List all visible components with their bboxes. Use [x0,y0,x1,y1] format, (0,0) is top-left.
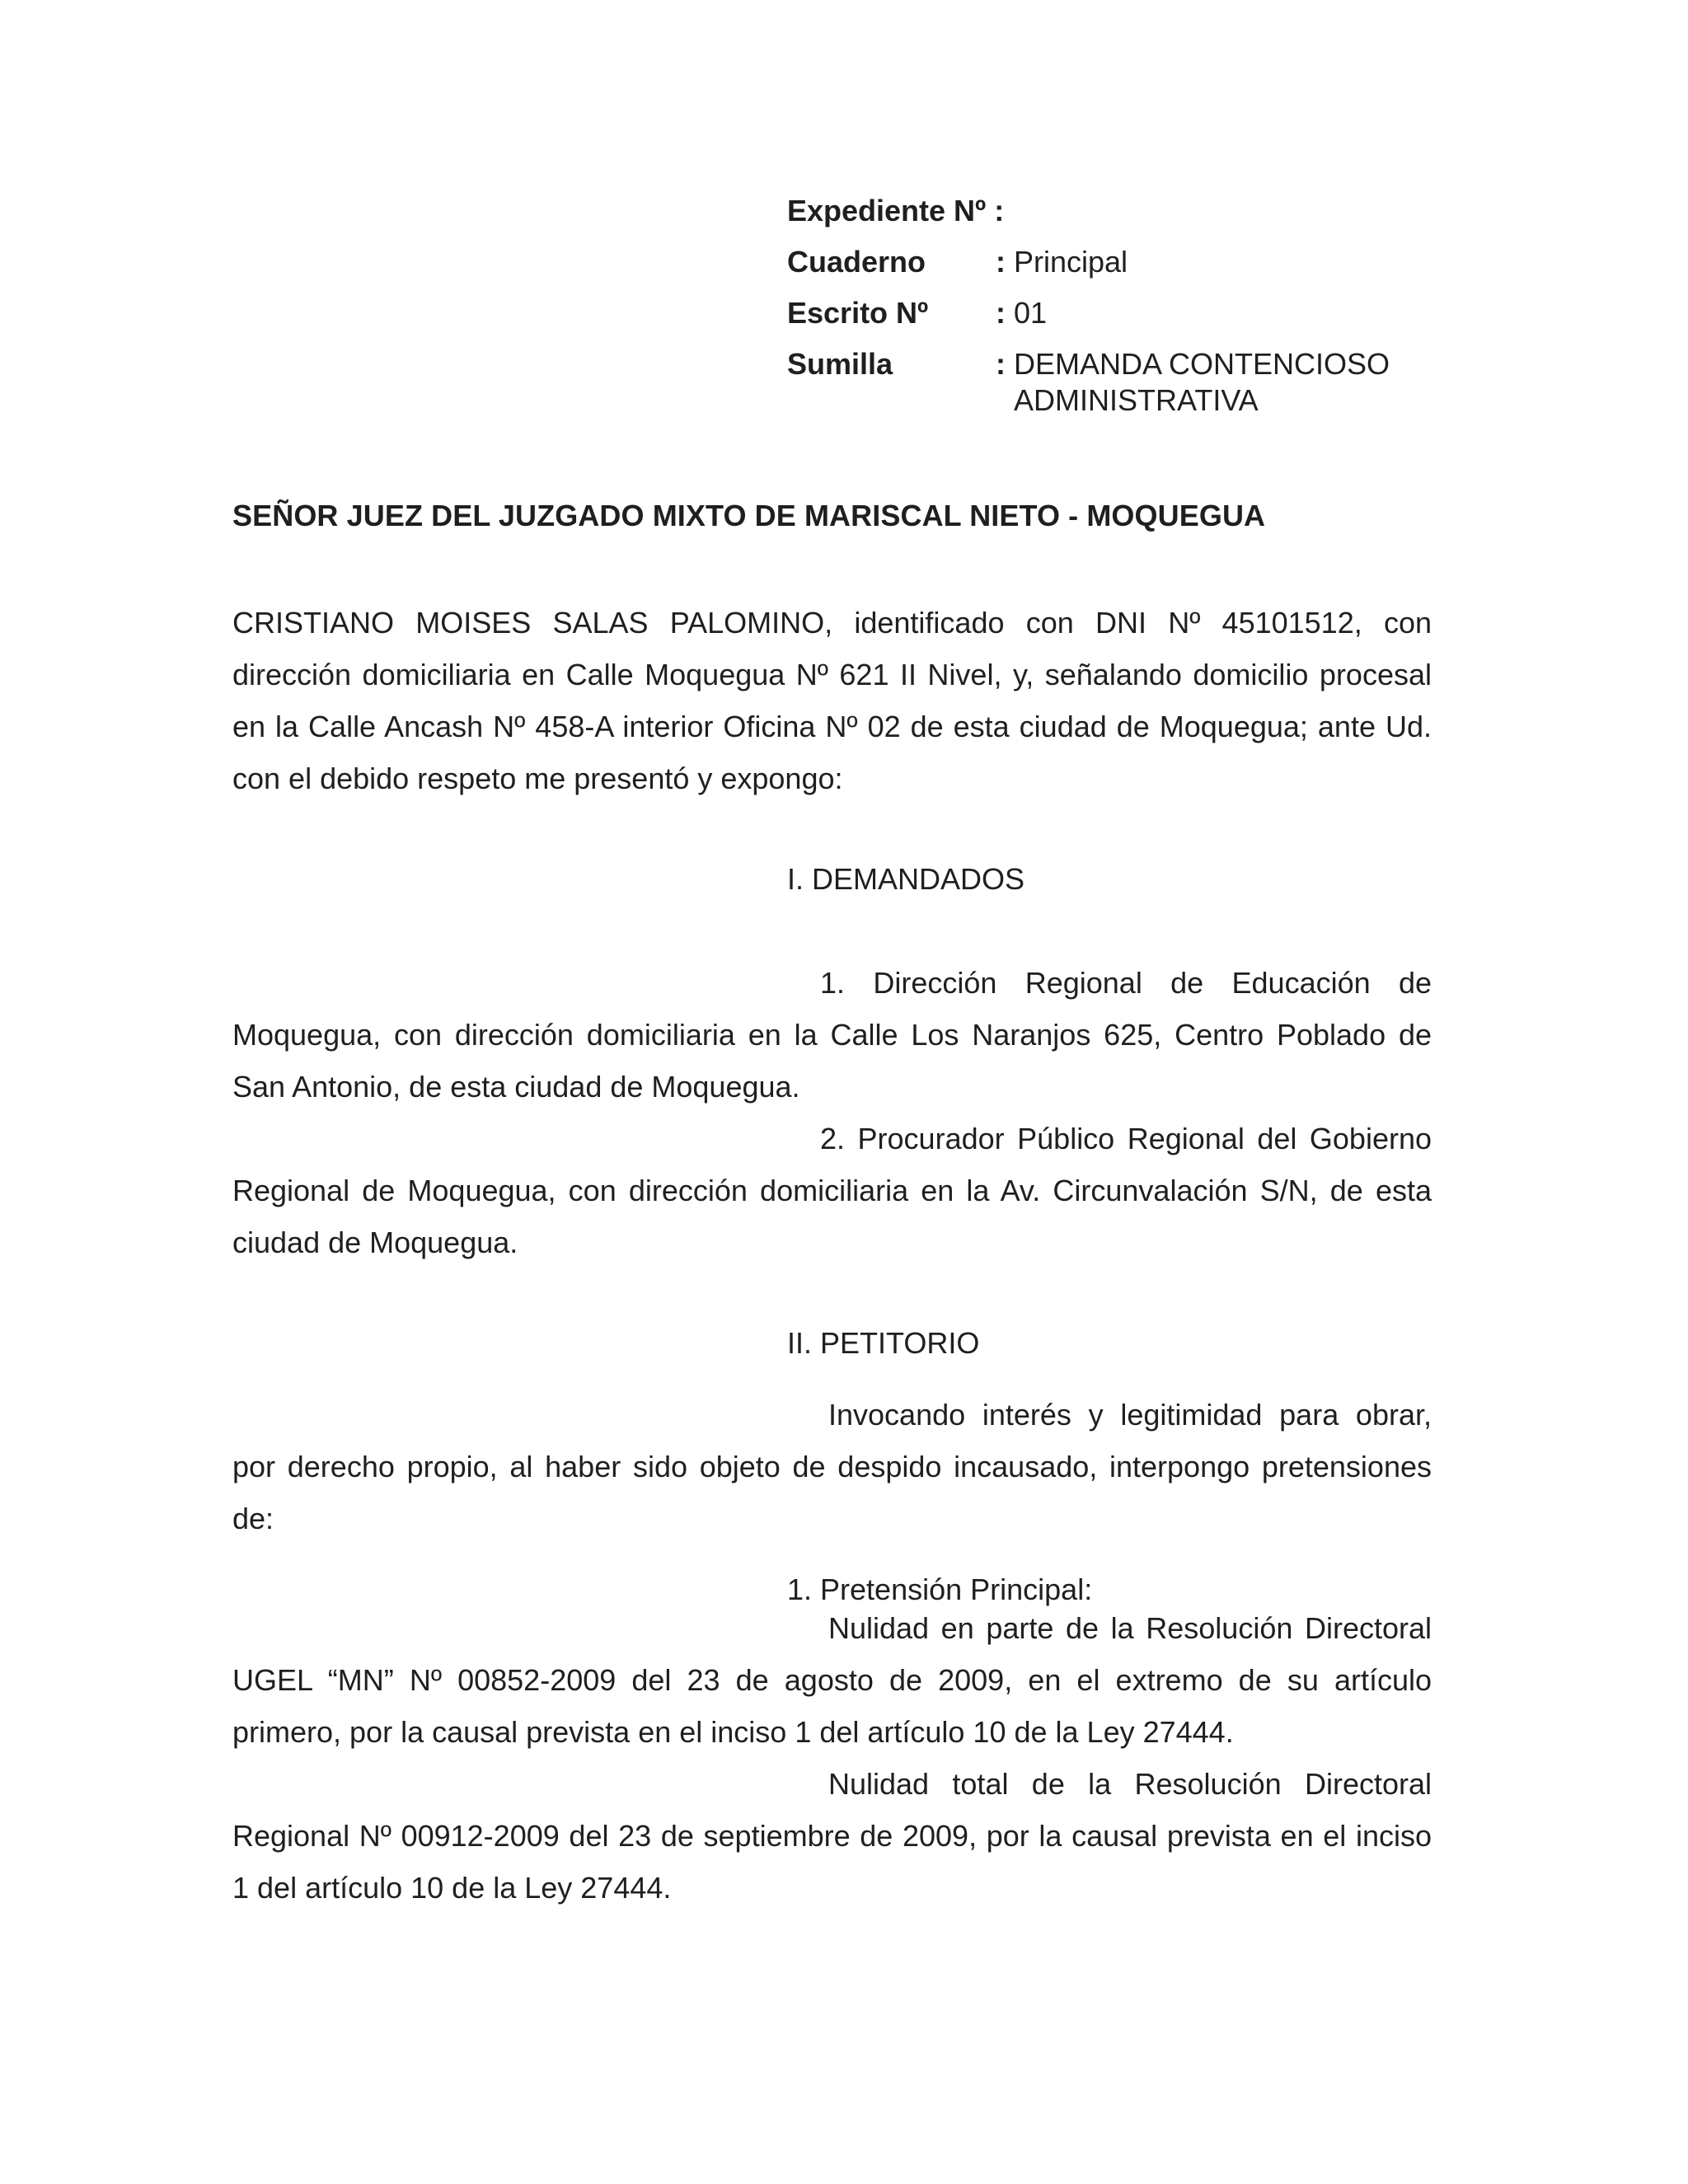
section-petitorio-title: II. PETITORIO [787,1326,980,1360]
sumilla-value-line2: ADMINISTRATIVA [1014,383,1259,417]
pretension-item-2: Nulidad total de la Resolución Directoral Regional Nº 00912-2009 del 23 de septiembre de 2009, por la causal prevista en el inciso 1 del artículo 10 de la Ley 27444. [232,1767,1432,1905]
pretension-item-1: Nulidad en parte de la Resolución Directoral UGEL “MN” Nº 00852-2009 del 23 de agosto de 2009, en el extremo de su artículo primero, por la causal prevista en el inciso 1 del artículo 10 de la Ley 27444. [232,1611,1432,1749]
escrito-label: Escrito Nº [787,296,929,330]
case-header [787,190,1463,427]
addressee-heading: SEÑOR JUEZ DEL JUZGADO MIXTO DE MARISCAL NIETO - MOQUEGUA [232,499,1266,532]
sumilla-value [1014,343,1463,419]
sumilla-value-line1: DEMANDA CONTENCIOSO [1014,347,1390,381]
escrito-colon: : [996,296,1006,330]
pretension-principal-title: 1. Pretensión Principal: [787,1572,1093,1606]
cuaderno-label: Cuaderno [787,245,926,279]
sumilla-label: Sumilla [787,347,893,381]
petitorio-intro: Invocando interés y legitimidad para obrar, por derecho propio, al haber sido objeto de despido incausado, interpongo pretensiones de: [232,1398,1432,1535]
intro-paragraph: CRISTIANO MOISES SALAS PALOMINO, identificado con DNI Nº 45101512, con dirección domiciliaria en Calle Moquegua Nº 621 II Nivel, y, señalando domicilio procesal en la Calle Ancash Nº 458-A interior Oficina Nº 02 de esta ciudad de Moquegua; ante Ud. con el debido respeto me presentó y expongo: [232,606,1432,795]
demandado-item-1: 1. Dirección Regional de Educación de Moquegua, con dirección domiciliaria en la Calle Los Naranjos 625, Centro Poblado de San Antonio, de esta ciudad de Moquegua. [232,966,1432,1104]
expediente-row [787,190,1463,232]
cuaderno-value: Principal [1014,245,1128,279]
sumilla-colon: : [996,347,1006,381]
cuaderno-colon: : [996,245,1006,279]
escrito-row [787,292,1463,335]
cuaderno-row [787,241,1463,284]
sumilla-row [787,343,1463,419]
section-demandados-title: I. DEMANDADOS [787,862,1025,896]
demandado-item-2: 2. Procurador Público Regional del Gobierno Regional de Moquegua, con dirección domiciliaria en la Av. Circunvalación S/N, de esta ciudad de Moquegua. [232,1122,1432,1259]
escrito-value: 01 [1014,296,1048,330]
expediente-label: Expediente Nº : [787,194,1005,227]
